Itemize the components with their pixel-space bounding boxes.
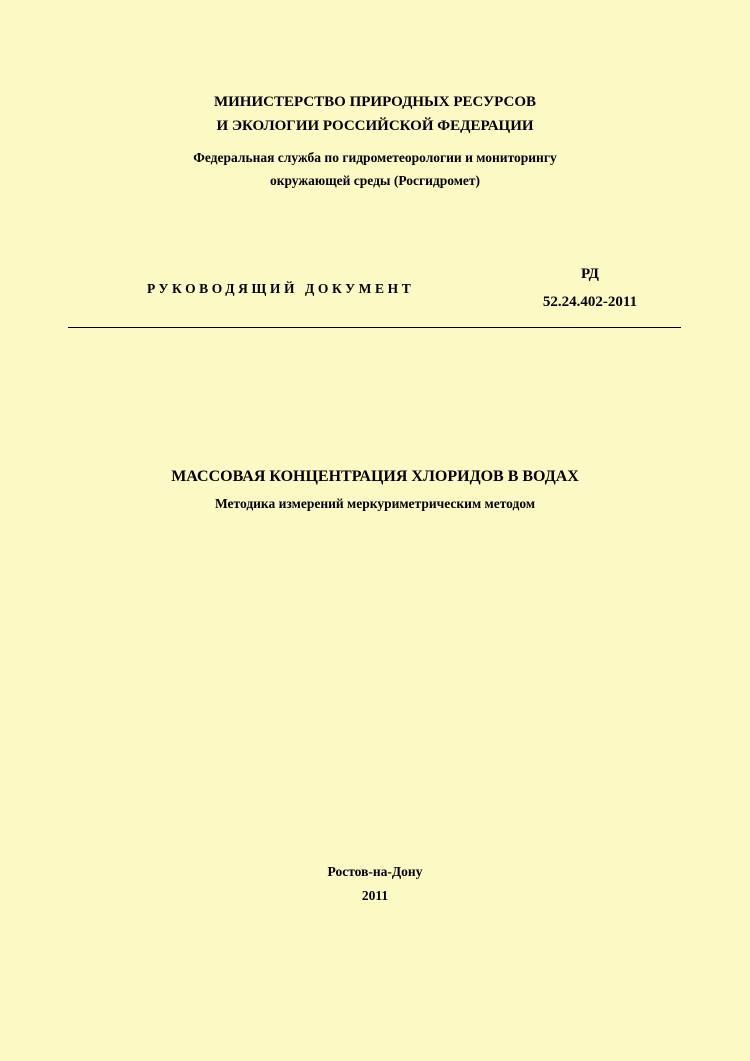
header-divider: [68, 327, 681, 328]
agency-name-line2: окружающей среды (Росгидромет): [269, 173, 481, 188]
ministry-name-line2: И ЭКОЛОГИИ РОССИЙСКОЙ ФЕДЕРАЦИИ: [216, 118, 534, 134]
document-type-label: РУКОВОДЯЩИЙ ДОКУМЕНТ: [147, 281, 415, 296]
ministry-name-line1: МИНИСТЕРСТВО ПРИРОДНЫХ РЕСУРСОВ: [213, 94, 537, 110]
document-code-label: РД: [581, 266, 599, 282]
document-subtitle: Методика измерений меркуриметрическим методом: [214, 496, 536, 511]
publication-year: 2011: [361, 888, 389, 903]
document-title: МАССОВАЯ КОНЦЕНТРАЦИЯ ХЛОРИДОВ В ВОДАХ: [171, 468, 579, 485]
publication-city: Ростов-на-Дону: [327, 864, 423, 879]
agency-name-line1: Федеральная служба по гидрометеорологии и мониторингу: [193, 150, 557, 165]
document-code-number: 52.24.402-2011: [542, 294, 638, 310]
